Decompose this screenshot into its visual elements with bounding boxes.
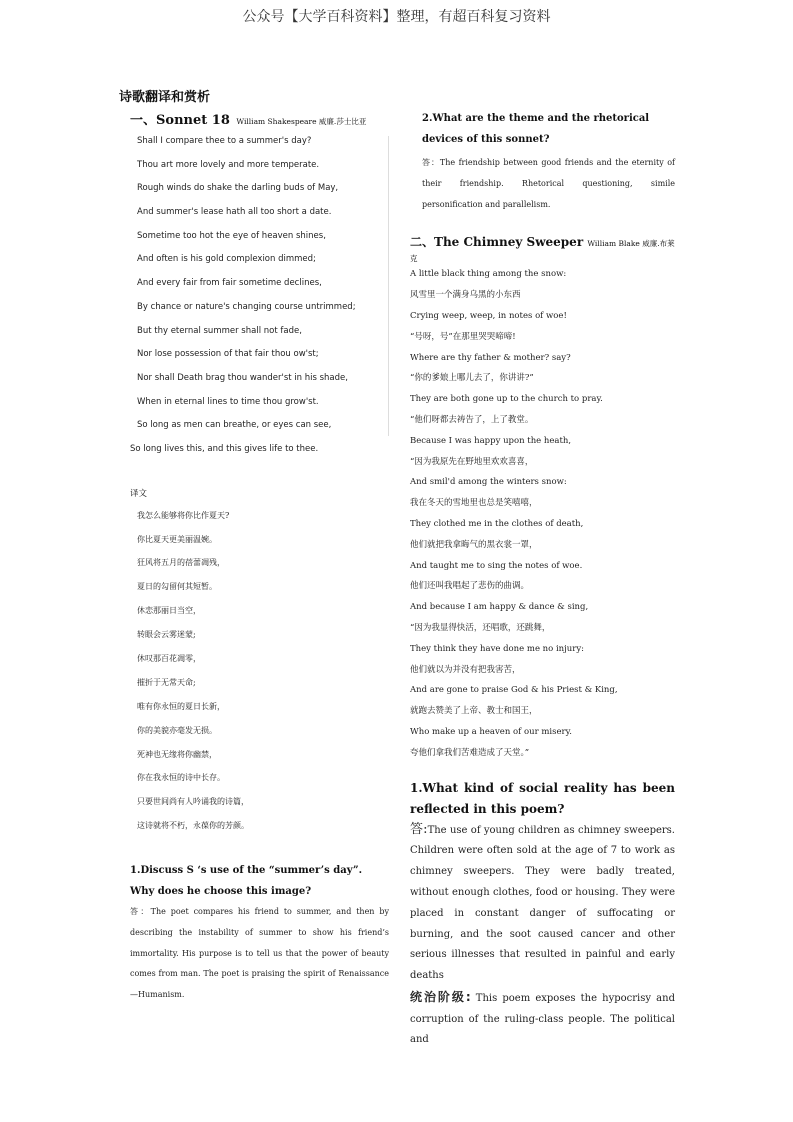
poem-line: A little black thing among the snow: [410,269,567,280]
poem-line: Nor lose possession of that fair thou ow'st; [137,349,319,360]
translation-line: 摧折于无常天命; [137,677,196,687]
column-divider [388,136,389,436]
poem-line: By chance or nature's changing course untrimmed; [137,301,356,312]
translation-line: 死神也无缘将你幽禁， [137,749,217,759]
poem-line: They clothed me in the clothes of death, [410,518,584,529]
poem-line: They think they have done me no injury: [410,643,584,654]
poem-line: 他们就以为并没有把我害苦， [410,664,521,675]
poem-line: 夸他们拿我们苦难造成了天堂。” [410,747,530,758]
left-column [119,86,389,1006]
answer-1: 答：The poet compares his friend to summer, and then by describing the instability of summer to show his friend’s immortality. His purpose is to tell us that the power of beauty comes from man. The poet is praising the spirit of Renaissance—Humanism. [130,907,389,1000]
page-title: 诗歌翻译和赏析 [119,90,211,105]
poem-line: And often is his gold complexion dimmed; [137,254,316,265]
poem-line: 就跑去赞美了上帝、教士和国王， [410,706,538,717]
poem-line: 他们就把我拿晦气的黑衣裳一罩， [410,539,538,550]
translation-line: 只要世间尚有人吟诵我的诗篇， [137,797,249,807]
poem-line: They are both gone up to the church to pray. [410,394,603,405]
poem-line: Crying weep, weep, in notes of woe! [410,310,567,321]
poem-line: And every fair from fair sometime declines, [137,278,322,289]
sweeper-number: 二、 [410,235,435,250]
poem-line: And are gone to praise God & his Priest & King, [410,685,618,696]
answer-3-text: The use of young children as chimney sweepers. Children were often sold at the age of 7 to work as chimney sweepers. They were badly treated, without enough clothes, food or housing. They were placed in constant danger of suffocating or burning, and the soot caused cancer and other serious illnesses that resulted in painful and early deaths [410,824,675,982]
poem-line: And summer's lease hath all too short a date. [137,207,332,218]
poem-line: 我在冬天的雪地里也总是笑嘻嘻， [410,498,538,509]
poem-line: Where are thy father & mother? say? [410,352,571,363]
poem-line: “他们呀都去祷告了，上了教堂。 [410,414,534,425]
poem-line: When in eternal lines to time thou grow'st. [137,396,319,407]
poem-line: 风雪里一个满身乌黑的小东西 [410,290,521,301]
translation-label: 译文 [130,488,148,499]
translation-line: 这诗就将不朽，永葆你的芳颜。 [137,821,249,831]
question-2: 2.What are the theme and the rhetorical devices of this sonnet? [422,113,650,145]
poem-line: 他们还叫我唱起了悲伤的曲调。 [410,581,530,592]
sweeper-author: William Blake 威廉.布莱克 [410,239,675,264]
poem-line: Rough winds do shake the darling buds of May, [137,183,339,194]
poem-line: “因为我显得快活，还唱歌，还跳舞， [410,622,551,633]
poem-line: And smil'd among the winters snow: [410,477,567,488]
answer-2: 答：The friendship between good friends and the eternity of their friendship. Rhetorical questioning, simile personification and parallelism. [422,158,675,209]
question-1: 1.Discuss S ‘s use of the “summer’s day”. Why does he choose this image? [130,865,363,898]
poem-line: And taught me to sing the notes of woe. [410,560,583,571]
page-header: 公众号【大学百科资料】整理，有超百科复习资料 [242,9,551,25]
sonnet-poem [119,130,389,462]
poem-line: Shall I compare thee to a summer's day? [137,136,312,146]
translation-line: 休恋那丽日当空， [137,606,201,616]
poem-line: So long lives this, and this gives life to thee. [130,443,319,454]
poem-line: But thy eternal summer shall not fade, [137,325,302,336]
answer-4 [410,987,675,1051]
poem-line: Sometime too hot the eye of heaven shines, [137,230,326,241]
translation-line: 你的美貌亦毫发无损。 [137,725,217,735]
translation-line: 你在我永恒的诗中长存。 [137,773,225,783]
sonnet-author: William Shakespeare 威廉.莎士比亚 [236,117,367,126]
poem-line: Thou art more lovely and more temperate. [137,159,320,170]
translation-line: 夏日的勾留何其短暂。 [137,582,217,592]
sonnet-translation [119,504,389,838]
answer-4-lead: 统治阶级: [410,989,471,1004]
translation-line: 转眼会云雾迷蒙; [137,630,196,640]
sonnet-heading [119,109,389,128]
poem-line: Who make up a heaven of our misery. [410,726,572,737]
translation-line: 你比夏天更美丽温婉。 [137,534,217,544]
poem-line: And because I am happy & dance & sing, [410,602,589,613]
poem-line: Because I was happy upon the heath, [410,435,572,446]
poem-line: “因为我原先在野地里欢欢喜喜， [410,456,534,467]
sonnet-title: Sonnet 18 [156,113,230,128]
poem-line: Nor shall Death brag thou wander'st in his shade, [137,372,348,383]
sweeper-poem [410,264,675,763]
answer-3-lead: 答: [410,821,428,837]
poem-line: “号呀，号”在那里哭哭啼啼! [410,331,516,342]
translation-line: 休叹那百花凋零， [137,653,201,663]
sonnet-number: 一、 [130,113,157,128]
question-3: 1.What kind of social reality has been reflected in this poem? [410,780,675,816]
answer-3 [410,820,675,987]
right-column [410,108,675,1051]
translation-line: 唯有你永恒的夏日长新， [137,701,225,711]
answer-4-text: This poem exposes the hypocrisy and corruption of the ruling-class people. The political and [410,992,675,1046]
translation-line: 狂风将五月的蓓蕾凋残， [137,558,225,568]
poem-line: “你的爹娘上哪儿去了，你讲讲?” [410,373,534,384]
sweeper-heading [410,233,675,264]
sweeper-title: The Chimney Sweeper [434,235,584,250]
translation-line: 我怎么能够将你比作夏天? [137,510,230,520]
poem-line: So long as men can breathe, or eyes can see, [137,420,332,431]
